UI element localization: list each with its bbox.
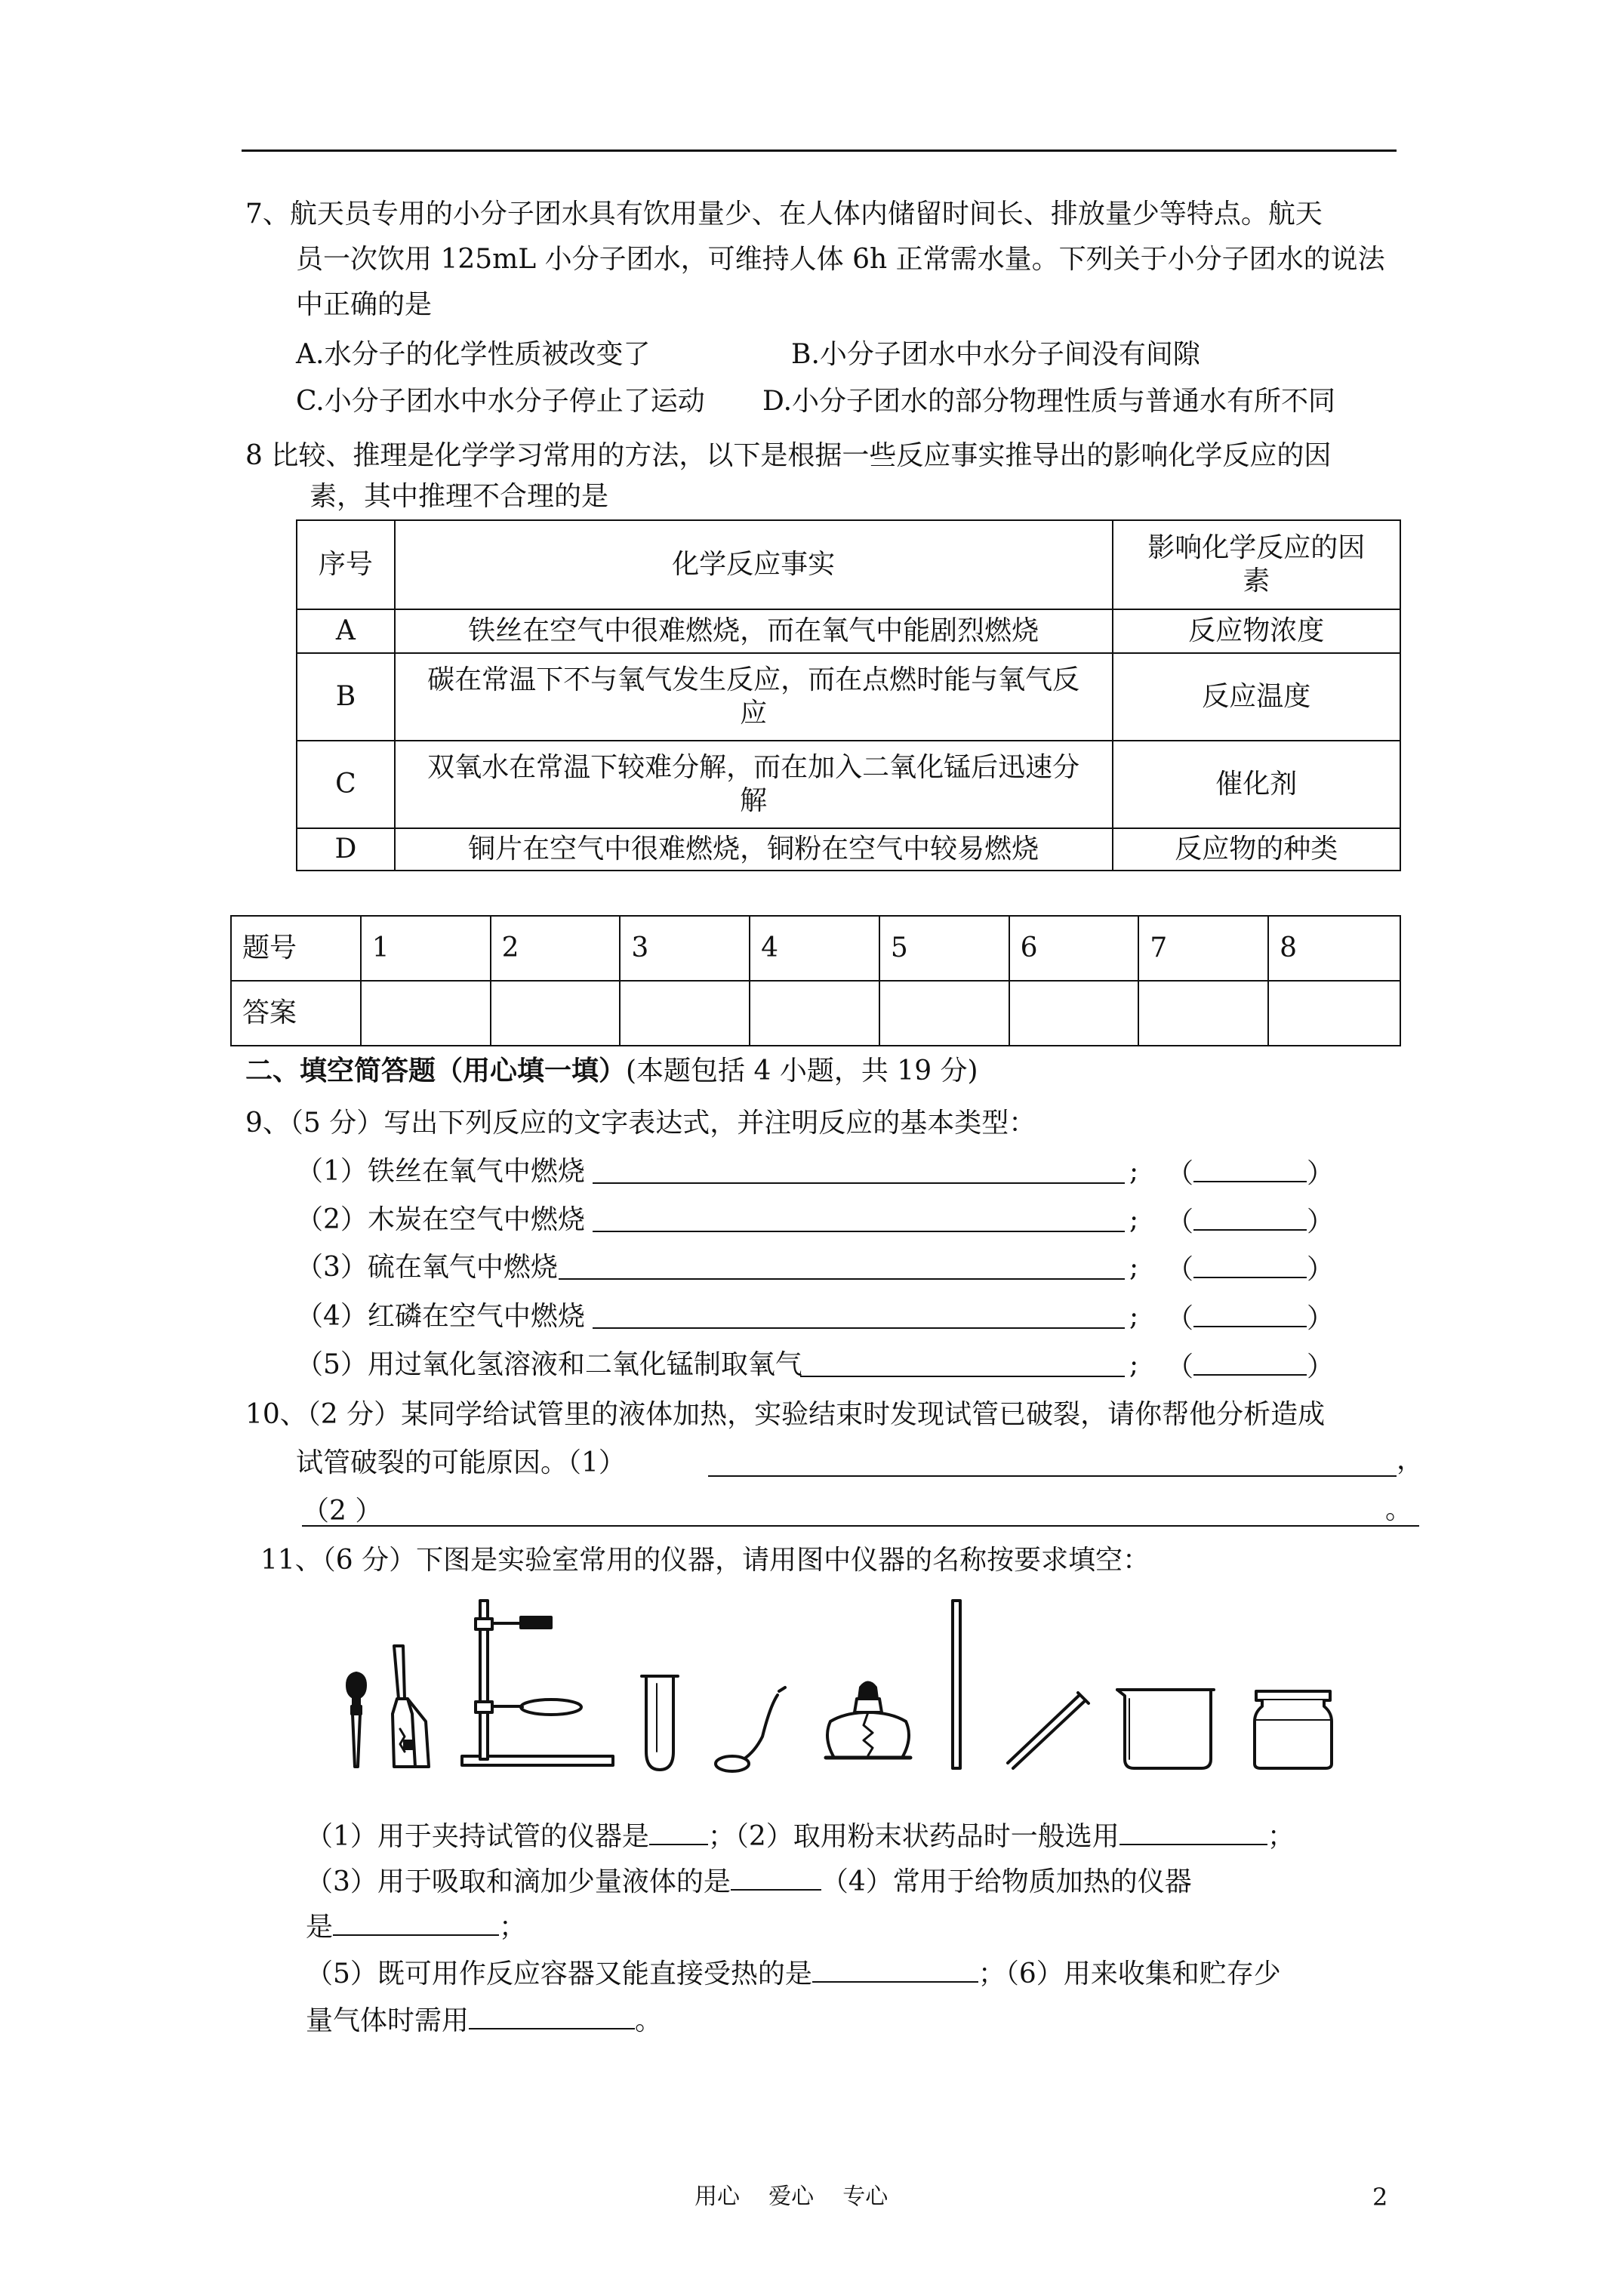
header-rule <box>242 149 1397 152</box>
section2-title: 二、填空简答题（用心填一填） <box>245 1055 627 1086</box>
row-fact: 碳在常温下不与氧气发生反应，而在点燃时能与氧气反 应 <box>395 653 1113 741</box>
q9-equation-blank-4[interactable] <box>593 1327 1125 1329</box>
q9-item: （4）红磷在空气中燃烧 <box>296 1301 585 1332</box>
q9-type-blank[interactable] <box>1193 1300 1307 1327</box>
q8-line1: 8 比较、推理是化学学习常用的方法，以下是根据一些反应事实推导出的影响化学反应的因 <box>245 440 1332 471</box>
q11-blank-4[interactable] <box>333 1909 499 1936</box>
answer-number: 8 <box>1268 916 1400 981</box>
q11-blank-1[interactable] <box>649 1818 708 1845</box>
answer-cell[interactable] <box>1268 981 1400 1046</box>
q9-equation-blank-5[interactable] <box>800 1376 1125 1377</box>
q10-line2: 试管破裂的可能原因。（1） <box>296 1447 626 1478</box>
q9-type-bracket: （ ） <box>1166 1203 1334 1239</box>
answer-number: 1 <box>361 916 491 981</box>
glass-rod-icon <box>953 1601 960 1768</box>
row-id: D <box>297 828 395 871</box>
table-row <box>297 653 1400 741</box>
lab-apparatus-figure <box>332 1593 1366 1782</box>
answer-number: 3 <box>620 916 750 981</box>
row-factor: 反应物的种类 <box>1113 828 1400 871</box>
q11-blank-2[interactable] <box>1119 1818 1267 1845</box>
q9-title: 9、（5 分）写出下列反应的文字表达式，并注明反应的基本类型： <box>245 1108 1036 1139</box>
answer-row-label: 题号 <box>231 916 361 981</box>
q9-equation-blank-3[interactable] <box>559 1278 1125 1280</box>
iron-stand-icon <box>462 1601 613 1765</box>
answer-cell[interactable] <box>879 981 1009 1046</box>
q11-line1: （1）用于夹持试管的仪器是 ；（2）取用粉末状药品时一般选用 ； <box>306 1818 1295 1854</box>
answer-number: 2 <box>491 916 621 981</box>
row-id: B <box>297 653 395 741</box>
q11-blank-5[interactable] <box>812 1955 978 1983</box>
q9-equation-blank-1[interactable] <box>593 1182 1125 1184</box>
dropper-icon <box>347 1673 365 1767</box>
q10-line3: （2 ） <box>302 1496 383 1527</box>
gas-collecting-bottle-icon <box>1255 1691 1332 1768</box>
answer-cell[interactable] <box>620 981 750 1046</box>
medicine-spoon-icon <box>716 1687 785 1771</box>
q9-sep: ; <box>1129 1204 1139 1235</box>
q11-line2: （3）用于吸取和滴加少量液体的是 （4）常用于给物质加热的仪器 <box>306 1863 1192 1899</box>
row-factor: 催化剂 <box>1113 741 1400 828</box>
q10-comma: ， <box>1397 1444 1424 1475</box>
q8-table <box>296 519 1401 871</box>
header-factor: 影响化学反应的因 素 <box>1113 520 1400 609</box>
answer-cell[interactable] <box>750 981 879 1046</box>
header-seq: 序号 <box>297 520 395 609</box>
q9-type-blank[interactable] <box>1193 1251 1307 1278</box>
q9-equation-blank-2[interactable] <box>593 1231 1125 1232</box>
row-fact: 铜片在空气中很难燃烧，铜粉在空气中较易燃烧 <box>395 828 1113 871</box>
q11-title: 11、（6 分）下图是实验室常用的仪器，请用图中仪器的名称按要求填空： <box>260 1545 1150 1576</box>
answer-fill-row <box>231 981 1400 1046</box>
q10-reason-blank-2[interactable] <box>302 1525 1419 1527</box>
q11-line5: 量气体时需用 。 <box>306 2002 662 2038</box>
q10-end: 。 <box>1385 1494 1413 1525</box>
q9-type-blank[interactable] <box>1193 1203 1307 1231</box>
answer-number: 6 <box>1009 916 1139 981</box>
alcohol-lamp-icon <box>826 1683 910 1758</box>
answer-number-row <box>231 916 1400 981</box>
beaker-icon <box>1117 1690 1214 1768</box>
q9-item: （5）用过氧化氢溶液和二氧化锰制取氧气 <box>296 1349 802 1380</box>
q8-table-header <box>297 520 1400 609</box>
footer-motto: 用心 爱心 专心 <box>694 2184 888 2210</box>
page-number: 2 <box>1372 2183 1388 2211</box>
answer-cell[interactable] <box>361 981 491 1046</box>
q9-type-blank[interactable] <box>1193 1348 1307 1376</box>
q9-type-bracket: （ ） <box>1166 1300 1334 1336</box>
row-id: C <box>297 741 395 828</box>
q11-blank-6[interactable] <box>469 2002 635 2029</box>
section2-heading <box>245 1054 978 1088</box>
q9-type-bracket: （ ） <box>1166 1348 1334 1384</box>
answer-row-label: 答案 <box>231 981 361 1046</box>
test-tube-icon <box>642 1676 678 1770</box>
q11-line4: （5）既可用作反应容器又能直接受热的是 ；（6）用来收集和贮存少 <box>306 1955 1281 1991</box>
q9-sep: ; <box>1129 1349 1139 1380</box>
q7-option-d: D.小分子团水的部分物理性质与普通水有所不同 <box>762 386 1336 417</box>
q10-line1: 10、（2 分）某同学给试管里的液体加热，实验结束时发现试管已破裂，请你帮他分析造成 <box>245 1399 1326 1430</box>
test-tube-clamp-icon <box>393 1646 429 1767</box>
q9-item: （1）铁丝在氧气中燃烧 <box>296 1156 585 1187</box>
row-id: A <box>297 609 395 653</box>
q9-type-bracket: （ ） <box>1166 1251 1334 1287</box>
answer-cell[interactable] <box>1009 981 1139 1046</box>
row-factor: 反应温度 <box>1113 653 1400 741</box>
q9-sep: ; <box>1129 1252 1139 1283</box>
tweezers-icon <box>1008 1693 1089 1768</box>
answer-number: 4 <box>750 916 879 981</box>
q11-blank-3[interactable] <box>731 1863 821 1891</box>
table-row <box>297 609 1400 653</box>
q10-reason-blank-1[interactable] <box>708 1475 1397 1477</box>
row-factor: 反应物浓度 <box>1113 609 1400 653</box>
answer-table <box>230 915 1401 1046</box>
row-fact: 双氧水在常温下较难分解，而在加入二氧化锰后迅速分 解 <box>395 741 1113 828</box>
table-row <box>297 741 1400 828</box>
answer-cell[interactable] <box>1138 981 1268 1046</box>
section2-note: (本题包括 4 小题，共 19 分) <box>626 1056 978 1086</box>
q7-line1: 7、航天员专用的小分子团水具有饮用量少、在人体内储留时间长、排放量少等特点。航天 <box>245 199 1323 230</box>
q7-option-c: C.小分子团水中水分子停止了运动 <box>296 386 705 417</box>
answer-number: 5 <box>879 916 1009 981</box>
q9-item: （3）硫在氧气中燃烧 <box>296 1252 558 1283</box>
q7-line2: 员一次饮用 125mL 小分子团水，可维持人体 6h 正常需水量。下列关于小分子团水的说法 <box>296 244 1385 275</box>
q7-option-b: B.小分子团水中水分子间没有间隙 <box>791 339 1200 370</box>
q9-type-blank[interactable] <box>1193 1155 1307 1182</box>
answer-number: 7 <box>1138 916 1268 981</box>
row-fact: 铁丝在空气中很难燃烧，而在氧气中能剧烈燃烧 <box>395 609 1113 653</box>
q9-type-bracket: （ ） <box>1166 1155 1334 1191</box>
q8-line2: 素，其中推理不合理的是 <box>310 481 609 512</box>
q11-line3: 是 ； <box>306 1909 526 1944</box>
q9-sep: ; <box>1129 1156 1139 1187</box>
q9-item: （2）木炭在空气中燃烧 <box>296 1204 585 1235</box>
header-fact: 化学反应事实 <box>395 520 1113 609</box>
q7-option-a: A.水分子的化学性质被改变了 <box>296 339 651 370</box>
q7-line3: 中正确的是 <box>296 289 433 320</box>
answer-cell[interactable] <box>491 981 621 1046</box>
table-row <box>297 828 1400 871</box>
q9-sep: ; <box>1129 1301 1139 1332</box>
